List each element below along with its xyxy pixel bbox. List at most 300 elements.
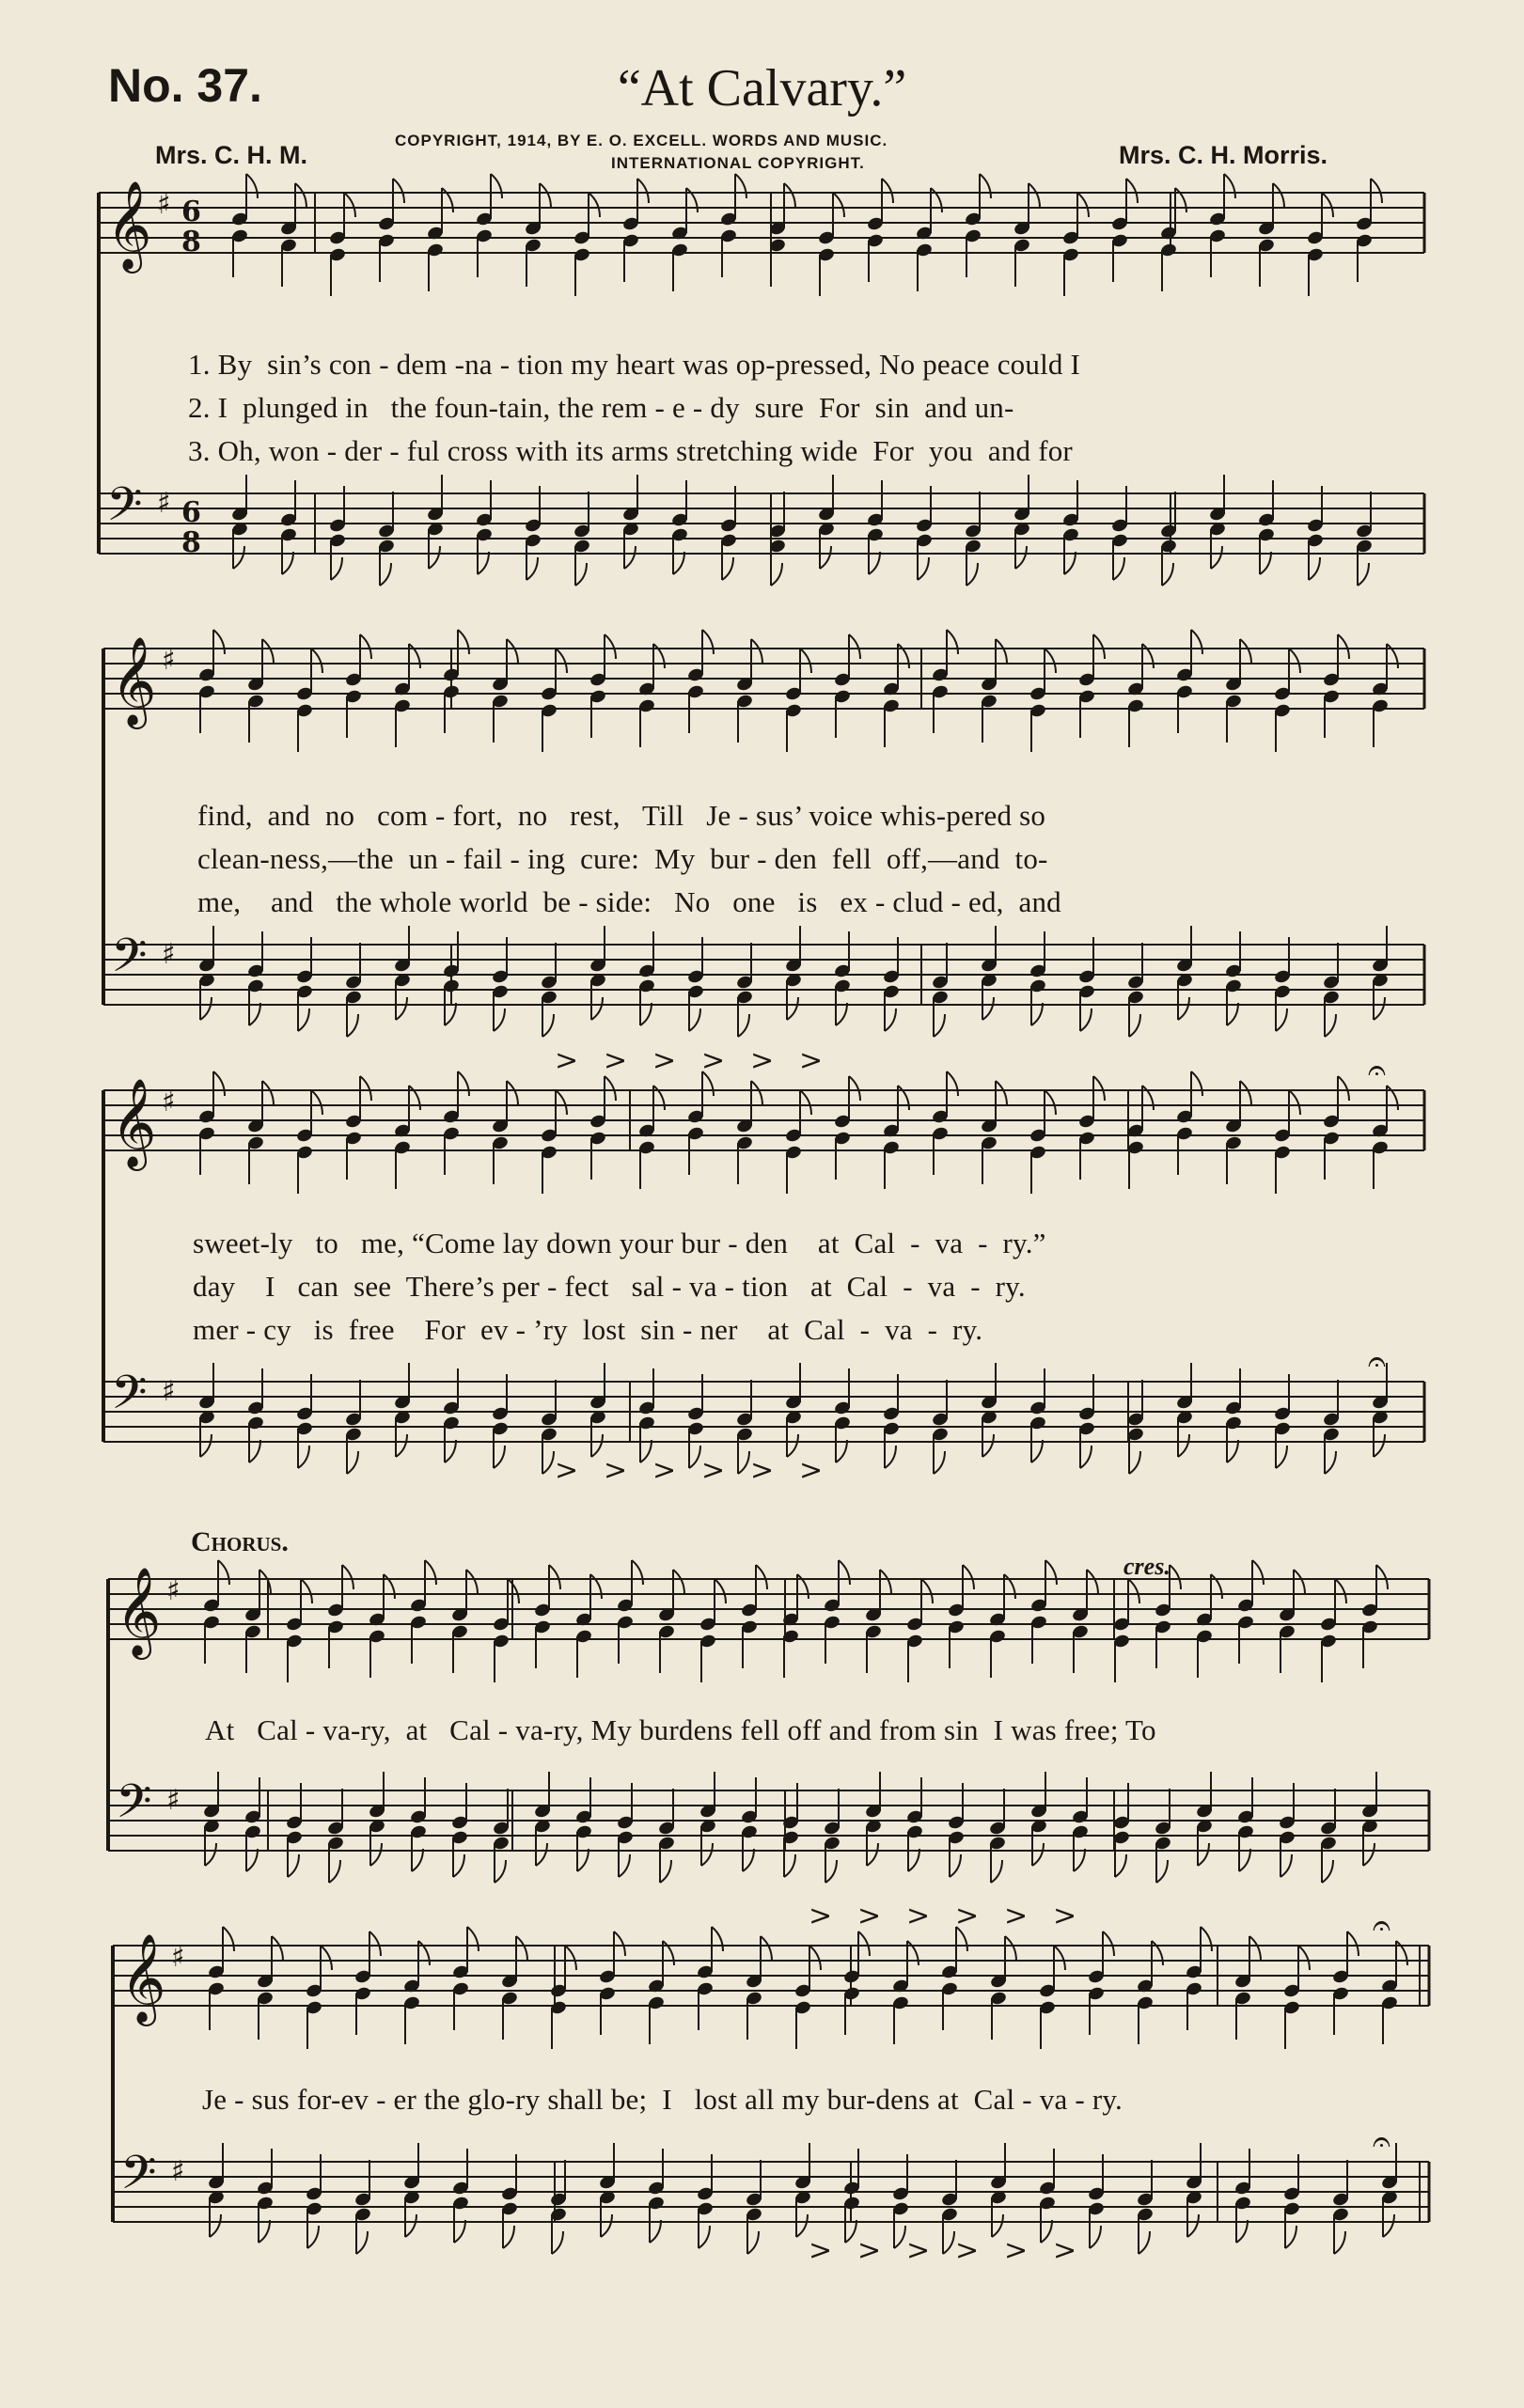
note-flag (908, 1849, 919, 1871)
accent-mark-icon: > (955, 2234, 980, 2267)
note-flag (295, 183, 306, 208)
bass-clef-icon: 𝄢 (106, 477, 143, 543)
note-flag (1280, 1854, 1292, 1877)
note-flag (1191, 630, 1202, 654)
time-signature-top: 6 (181, 496, 201, 529)
note-flag (1142, 1086, 1154, 1110)
note-flag (311, 649, 322, 673)
lyric-s3-v1: sweet-ly to me, “Come lay down your bur - den at Cal - va - ry.” (193, 1227, 1046, 1259)
note-flag (1322, 1860, 1333, 1883)
treble-clef-icon: 𝄞 (111, 1078, 157, 1167)
note-flag (820, 546, 831, 569)
note-flag (344, 193, 355, 217)
note-flag (1077, 193, 1089, 217)
note-flag (409, 644, 420, 668)
note-flag (712, 1927, 723, 1951)
note-flag (360, 634, 371, 659)
note-flag (1383, 2214, 1394, 2237)
note-flag (751, 639, 762, 664)
note-flag (491, 174, 502, 198)
note-flag (262, 639, 274, 664)
note-flag (880, 1570, 891, 1594)
note-flag (1087, 1570, 1098, 1594)
note-flag (1093, 634, 1105, 659)
accent-mark-icon: > (750, 1044, 775, 1077)
note-flag (885, 1009, 896, 1031)
note-flag (787, 1434, 798, 1457)
note-flag (1029, 183, 1040, 208)
note-flag (223, 1927, 234, 1951)
note-flag (458, 630, 469, 654)
accent-mark-icon: > (555, 1044, 579, 1077)
note-flag (947, 1071, 958, 1096)
note-flag (934, 1014, 945, 1037)
note-flag (246, 1849, 258, 1871)
accent-mark-icon: > (857, 1900, 882, 1932)
note-flag (1227, 1003, 1238, 1025)
composer-credit: Mrs. C. H. Morris. (1119, 141, 1328, 169)
note-flag (1363, 1843, 1375, 1866)
note-flag (701, 1843, 713, 1866)
note-flag (369, 1931, 381, 1956)
note-flag (963, 1565, 974, 1589)
note-flag (1142, 644, 1154, 668)
note-flag (540, 183, 551, 208)
note-flag (1115, 1854, 1126, 1877)
note-flag (210, 2214, 221, 2237)
note-flag (590, 1574, 602, 1599)
note-flag (282, 552, 293, 574)
note-flag (1064, 552, 1076, 574)
bass-clef-icon: 𝄢 (120, 2146, 157, 2212)
note-flag (495, 1860, 506, 1883)
note-flag (213, 1071, 225, 1096)
note-flag (800, 1090, 811, 1115)
note-flag (205, 1843, 216, 1866)
note-flag (1090, 2226, 1101, 2248)
note-flag (445, 1440, 456, 1462)
note-flag (507, 1081, 518, 1105)
note-flag (1015, 546, 1027, 569)
treble-clef-icon: 𝄞 (116, 1567, 162, 1656)
accent-mark-icon: > (955, 1900, 980, 1932)
key-signature-sharp-icon: ♯ (166, 1784, 181, 1817)
note-flag (1045, 649, 1056, 673)
note-flag (200, 997, 212, 1020)
note-flag (1211, 546, 1222, 569)
note-flag (825, 1860, 837, 1883)
note-flag (947, 630, 958, 654)
note-flag (605, 634, 616, 659)
note-flag (1191, 1071, 1202, 1096)
note-flag (738, 1451, 749, 1474)
note-flag (1371, 179, 1382, 203)
note-flag (1240, 639, 1251, 664)
note-flag (982, 1434, 994, 1457)
note-flag (784, 183, 795, 208)
note-flag (771, 563, 782, 586)
note-flag (858, 1931, 870, 1956)
lyricist-credit: Mrs. C. H. M. (155, 141, 308, 169)
note-flag (1338, 634, 1349, 659)
note-flag (1227, 1440, 1238, 1462)
note-flag (577, 1849, 589, 1871)
accent-mark-icon: > (1004, 1900, 1029, 1932)
note-flag (542, 1014, 554, 1037)
note-flag (467, 1927, 479, 1951)
accent-mark-icon: > (799, 1454, 824, 1487)
note-flag (1252, 1560, 1264, 1585)
note-flag (885, 1446, 896, 1468)
accent-mark-icon: > (701, 1044, 726, 1077)
note-flag (715, 1579, 726, 1603)
lyric-s2-v2: clean-ness,—the un - fail - ing cure: My bur - den fell off,—and to- (197, 842, 1048, 875)
fermata-icon: 𝄐 (1368, 1343, 1386, 1381)
note-flag (218, 1560, 229, 1585)
note-flag (601, 2214, 612, 2237)
note-flag (565, 1946, 576, 1970)
note-flag (1294, 1570, 1305, 1594)
note-flag (453, 1854, 464, 1877)
treble-clef-icon: 𝄞 (106, 180, 152, 270)
note-flag (966, 563, 978, 586)
hymn-number: No. 37. (108, 59, 262, 112)
note-flag (301, 1579, 312, 1603)
note-flag (342, 1565, 354, 1589)
crescendo-marking: cres. (1123, 1553, 1170, 1580)
note-flag (298, 1009, 309, 1031)
note-flag (591, 997, 603, 1020)
note-flag (311, 1090, 322, 1115)
note-flag (921, 1579, 933, 1603)
note-flag (738, 1014, 749, 1037)
note-flag (1276, 1446, 1287, 1468)
note-flag (298, 1446, 309, 1468)
accent-mark-icon: > (809, 2234, 833, 2267)
note-flag (640, 1003, 652, 1025)
note-flag (632, 1560, 643, 1585)
note-flag (996, 639, 1007, 664)
note-flag (898, 644, 909, 668)
note-flag (1309, 557, 1320, 580)
note-flag (867, 1843, 878, 1866)
note-flag (1032, 1843, 1044, 1866)
note-flag (1129, 1451, 1140, 1474)
note-flag (1045, 1560, 1057, 1585)
key-signature-sharp-icon: ♯ (171, 1941, 185, 1974)
note-flag (200, 1434, 212, 1457)
accent-mark-icon: > (604, 1454, 628, 1487)
note-flag (1325, 1451, 1336, 1474)
note-flag (918, 557, 929, 580)
bass-clef-icon: 𝄢 (111, 1366, 148, 1431)
note-flag (796, 2214, 808, 2237)
note-flag (907, 1941, 919, 1965)
note-flag (1338, 1076, 1349, 1101)
note-flag (1129, 1014, 1140, 1037)
note-flag (307, 2226, 319, 2248)
note-flag (445, 1003, 456, 1025)
accent-mark-icon: > (652, 1454, 677, 1487)
note-flag (1045, 1090, 1056, 1115)
note-flag (1358, 563, 1369, 586)
note-flag (619, 1854, 630, 1877)
note-flag (849, 634, 860, 659)
note-flag (702, 630, 714, 654)
lyric-s2-v3: me, and the whole world be - side: No one is ex - clud - ed, and (197, 885, 1061, 918)
note-flag (1074, 1849, 1085, 1871)
note-flag (409, 1086, 420, 1110)
note-flag (673, 1570, 684, 1594)
note-flag (259, 2220, 270, 2243)
note-flag (549, 1565, 560, 1589)
note-flag (689, 1446, 700, 1468)
note-flag (1005, 1936, 1016, 1961)
note-flag (882, 179, 893, 203)
note-flag (412, 1849, 423, 1871)
fermata-icon: 𝄐 (1373, 1907, 1390, 1945)
treble-clef-icon: 𝄞 (120, 1933, 166, 2023)
bass-clef-icon: 𝄢 (111, 929, 148, 994)
note-flag (288, 1854, 299, 1877)
note-flag (1240, 1081, 1251, 1105)
note-flag (536, 1843, 547, 1866)
note-flag (673, 552, 684, 574)
note-flag (934, 1451, 945, 1474)
lyric-s3-v3: mer - cy is free For ev - ’ry lost sin - ner at Cal - va - ry. (193, 1313, 983, 1346)
key-signature-sharp-icon: ♯ (162, 1375, 176, 1408)
note-flag (321, 1946, 332, 1970)
note-flag (575, 563, 587, 586)
lyric-s2-v1: find, and no com - fort, no rest, Till Je - sus’ voice whis-pered so (197, 799, 1046, 832)
note-flag (1201, 1927, 1212, 1951)
note-flag (722, 557, 733, 580)
note-flag (1156, 1860, 1168, 1883)
note-flag (329, 1860, 340, 1883)
note-flag (466, 1570, 478, 1594)
note-flag (589, 193, 600, 217)
note-flag (442, 188, 453, 212)
note-flag (1376, 1565, 1388, 1589)
note-flag (507, 639, 518, 664)
lyric-s1-v2: 2. I plunged in the foun-tain, the rem - e - dy sure For sin and un- (188, 391, 1014, 424)
note-flag (396, 997, 407, 1020)
accent-mark-icon: > (1053, 2234, 1077, 2267)
note-flag (429, 546, 440, 569)
copyright-line-2: INTERNATIONAL COPYRIGHT. (611, 154, 865, 172)
note-flag (747, 2231, 759, 2254)
note-flag (1211, 1574, 1222, 1599)
note-flag (1187, 2214, 1199, 2237)
note-flag (1289, 1090, 1300, 1115)
note-flag (1325, 1014, 1336, 1037)
note-flag (246, 174, 258, 198)
copyright-line-1: COPYRIGHT, 1914, BY E. O. EXCELL. WORDS AND MUSIC. (395, 132, 888, 149)
note-flag (591, 1434, 603, 1457)
note-flag (1198, 1843, 1209, 1866)
note-flag (396, 1434, 407, 1457)
accent-mark-icon: > (809, 1900, 833, 1932)
note-flag (991, 1860, 1002, 1883)
note-flag (1334, 2231, 1345, 2254)
key-signature-sharp-icon: ♯ (171, 2155, 185, 2188)
note-flag (640, 1440, 652, 1462)
note-flag (1175, 188, 1186, 212)
note-flag (689, 1009, 700, 1031)
time-signature-top: 6 (181, 195, 201, 228)
note-flag (1093, 1076, 1105, 1101)
note-flag (380, 563, 391, 586)
note-flag (1178, 1434, 1189, 1457)
fermata-icon: 𝄐 (1373, 2123, 1390, 2161)
note-flag (249, 1003, 260, 1025)
note-flag (1170, 1565, 1181, 1589)
note-flag (735, 174, 746, 198)
note-flag (1260, 552, 1271, 574)
note-flag (751, 1081, 762, 1105)
accent-mark-icon: > (906, 1900, 931, 1932)
key-signature-sharp-icon: ♯ (162, 938, 176, 971)
treble-clef-icon: 𝄞 (111, 636, 157, 726)
lyric-s3-v2: day I can see There’s per - fect sal - va - tion at Cal - va - ry. (193, 1270, 1026, 1303)
note-flag (797, 1574, 809, 1599)
note-flag (418, 1941, 430, 1965)
note-flag (233, 546, 244, 569)
note-flag (614, 1931, 625, 1956)
key-signature-sharp-icon: ♯ (162, 644, 176, 677)
time-signature-bottom: 8 (181, 226, 201, 258)
note-flag (1152, 1941, 1163, 1965)
note-flag (249, 1440, 260, 1462)
note-flag (1396, 1941, 1407, 1965)
note-flag (1004, 1574, 1015, 1599)
note-flag (1239, 1849, 1250, 1871)
note-flag (653, 1086, 665, 1110)
accent-mark-icon: > (750, 1454, 775, 1487)
note-flag (393, 179, 404, 203)
note-flag (653, 644, 665, 668)
note-flag (1080, 1446, 1092, 1468)
key-signature-sharp-icon: ♯ (162, 1086, 176, 1118)
note-flag (761, 1936, 772, 1961)
note-flag (1285, 2226, 1296, 2248)
note-flag (624, 546, 636, 569)
note-flag (425, 1560, 436, 1585)
note-flag (894, 2226, 905, 2248)
note-flag (262, 1081, 274, 1105)
time-signature-bottom: 8 (181, 526, 201, 559)
note-flag (836, 1440, 847, 1462)
note-flag (1041, 2220, 1052, 2243)
note-flag (1113, 557, 1124, 580)
lyric-s1-v1: 1. By sin’s con - dem -na - tion my heart was op-pressed, No peace could I (188, 348, 1081, 381)
note-flag (556, 1090, 567, 1115)
note-flag (1162, 563, 1173, 586)
note-flag (494, 1009, 505, 1031)
note-flag (756, 1565, 767, 1589)
note-flag (405, 2214, 416, 2237)
note-flag (356, 2231, 368, 2254)
bass-clef-icon: 𝄢 (116, 1775, 152, 1840)
note-flag (1335, 1579, 1346, 1603)
lyric-s5: Je - sus for-ev - er the glo-ry shall be; I lost all my bur-dens at Cal - va - ry. (202, 2083, 1123, 2116)
accent-mark-icon: > (652, 1044, 677, 1077)
note-flag (1249, 1936, 1261, 1961)
note-flag (503, 2226, 514, 2248)
note-flag (526, 557, 538, 580)
note-flag (331, 557, 342, 580)
note-flag (1178, 997, 1189, 1020)
note-flag (213, 630, 225, 654)
key-signature-sharp-icon: ♯ (157, 188, 171, 221)
key-signature-sharp-icon: ♯ (166, 1574, 181, 1607)
note-flag (950, 1854, 961, 1877)
note-flag (982, 997, 994, 1020)
note-flag (516, 1936, 527, 1961)
note-flag (784, 1854, 795, 1877)
note-flag (1347, 1931, 1359, 1956)
note-flag (1031, 1440, 1043, 1462)
note-flag (809, 1946, 821, 1970)
note-flag (360, 1076, 371, 1101)
note-flag (787, 997, 798, 1020)
note-flag (800, 649, 811, 673)
note-flag (542, 1451, 554, 1474)
note-flag (1103, 1931, 1114, 1956)
note-flag (494, 1446, 505, 1468)
fermata-icon: 𝄐 (1368, 1052, 1386, 1089)
note-flag (992, 2214, 1003, 2237)
note-flag (384, 1574, 395, 1599)
note-flag (272, 1936, 283, 1961)
note-flag (996, 1081, 1007, 1105)
note-flag (849, 1076, 860, 1101)
note-flag (845, 2220, 856, 2243)
note-flag (556, 649, 567, 673)
note-flag (898, 1086, 909, 1110)
accent-mark-icon: > (799, 1044, 824, 1077)
note-flag (869, 552, 880, 574)
note-flag (1374, 997, 1385, 1020)
note-flag (1054, 1946, 1065, 1970)
note-flag (1139, 2231, 1150, 2254)
note-flag (663, 1941, 674, 1965)
key-signature-sharp-icon: ♯ (157, 487, 171, 520)
lyric-s4: At Cal - va-ry, at Cal - va-ry, My burdens fell off and from sin I was free; To (205, 1713, 1156, 1746)
accent-mark-icon: > (857, 2234, 882, 2267)
note-flag (1273, 183, 1284, 208)
note-flag (1126, 179, 1138, 203)
accent-mark-icon: > (604, 1044, 628, 1077)
note-flag (478, 552, 489, 574)
note-flag (605, 1076, 616, 1101)
note-flag (347, 1014, 358, 1037)
note-flag (743, 1849, 754, 1871)
note-flag (1031, 1003, 1043, 1025)
note-flag (1374, 1434, 1385, 1457)
accent-mark-icon: > (1053, 1900, 1077, 1932)
note-flag (458, 1071, 469, 1096)
note-flag (1224, 174, 1235, 198)
note-flag (1298, 1946, 1310, 1970)
note-flag (1387, 644, 1398, 668)
note-flag (1128, 1579, 1139, 1603)
note-flag (347, 1451, 358, 1474)
lyric-s1-v3: 3. Oh, won - der - ful cross with its arms stretching wide For you and for (188, 434, 1073, 467)
note-flag (1236, 2220, 1248, 2243)
note-flag (931, 188, 942, 212)
accent-mark-icon: > (1004, 2234, 1029, 2267)
